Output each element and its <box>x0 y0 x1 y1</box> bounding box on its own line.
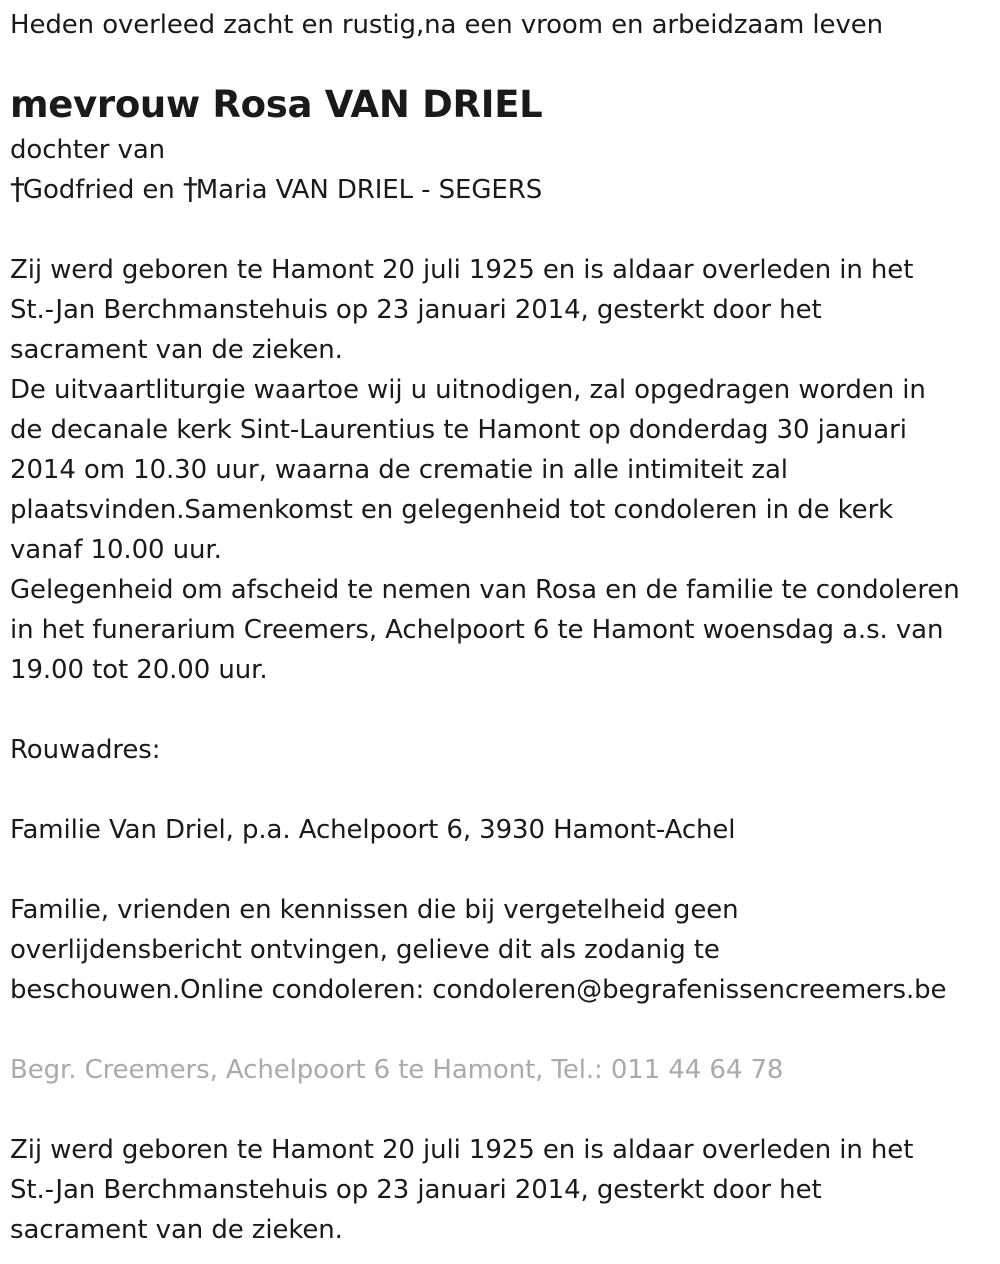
spacer <box>10 850 995 890</box>
address-label: Rouwadres: <box>10 735 161 765</box>
spacer <box>10 690 995 730</box>
paragraph-line: Gelegenheid om afscheid te nemen van Rosa en de familie te condoleren <box>10 575 960 605</box>
farewell-paragraph <box>10 570 995 690</box>
paragraph-line: Familie, vrienden en kennissen die bij vergetelheid geen <box>10 895 739 925</box>
undertaker-info: Begr. Creemers, Achelpoort 6 te Hamont, Tel.: 011 44 64 78 <box>10 1055 784 1085</box>
deceased-name: mevrouw Rosa VAN DRIEL <box>10 83 543 126</box>
paragraph-line: Zij werd geboren te Hamont 20 juli 1925 en is aldaar overleden in het <box>10 1135 914 1165</box>
spacer <box>10 770 995 810</box>
paragraph-line: De uitvaartliturgie waartoe wij u uitnodigen, zal opgedragen worden in <box>10 375 926 405</box>
paragraph-line: de decanale kerk Sint-Laurentius te Hamont op donderdag 30 januari <box>10 415 907 445</box>
spacer <box>10 1090 995 1130</box>
paragraph-line: 19.00 tot 20.00 uur. <box>10 655 268 685</box>
paragraph-line: St.-Jan Berchmanstehuis op 23 januari 2014, gesterkt door het <box>10 1175 822 1205</box>
parents-line <box>10 170 995 210</box>
cross-icon: † <box>10 172 25 207</box>
paragraph-line: in het funerarium Creemers, Achelpoort 6 te Hamont woensdag a.s. van <box>10 615 944 645</box>
paragraph-line: plaatsvinden.Samenkomst en gelegenheid tot condoleren in de kerk <box>10 495 894 525</box>
paragraph-line: vanaf 10.00 uur. <box>10 535 222 565</box>
cross-icon: † <box>182 172 198 207</box>
paragraph-line: overlijdensbericht ontvingen, gelieve dit als zodanig te <box>10 935 720 965</box>
repeated-birth-death-paragraph <box>10 1130 995 1250</box>
funeral-paragraph <box>10 370 995 570</box>
mother-name: Maria VAN DRIEL - SEGERS <box>195 175 543 205</box>
mourning-address: Familie Van Driel, p.a. Achelpoort 6, 3930 Hamont-Achel <box>10 815 736 845</box>
intro-line: Heden overleed zacht en rustig,na een vroom en arbeidzaam leven <box>10 10 884 40</box>
paragraph-line: St.-Jan Berchmanstehuis op 23 januari 2014, gesterkt door het <box>10 295 822 325</box>
relation-line: dochter van <box>10 135 166 165</box>
paragraph-line: Zij werd geboren te Hamont 20 juli 1925 en is aldaar overleden in het <box>10 255 914 285</box>
spacer <box>10 1010 995 1050</box>
paragraph-line: sacrament van de zieken. <box>10 1215 343 1245</box>
obituary-notice <box>10 0 995 1250</box>
father-name: Godfried en <box>22 175 183 205</box>
spacer <box>10 210 995 250</box>
paragraph-line: sacrament van de zieken. <box>10 335 343 365</box>
birth-death-paragraph <box>10 250 995 370</box>
paragraph-line: 2014 om 10.30 uur, waarna de crematie in alle intimiteit zal <box>10 455 788 485</box>
condolence-paragraph <box>10 890 995 1010</box>
paragraph-line: beschouwen.Online condoleren: condoleren@begrafenissencreemers.be <box>10 975 947 1005</box>
